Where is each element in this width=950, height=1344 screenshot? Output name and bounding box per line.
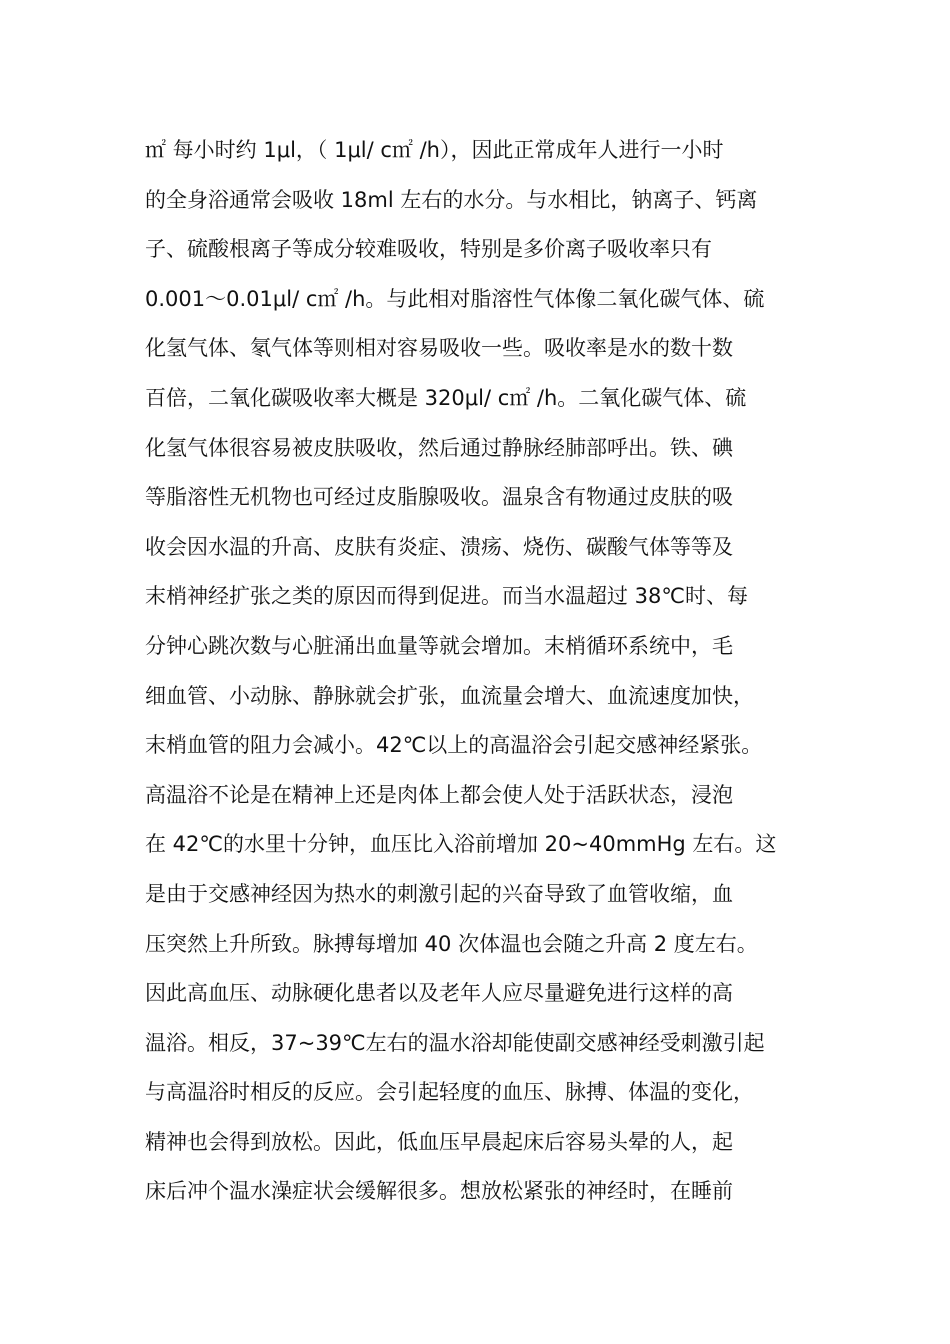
text-line: 收会因水温的升高、皮肤有炎症、溃疡、烧伤、碳酸气体等等及 xyxy=(145,534,733,559)
text-line: 床后冲个温水澡症状会缓解很多。想放松紧张的神经时，在睡前 xyxy=(145,1179,733,1204)
text-line: 末梢血管的阻力会减小。42℃以上的高温浴会引起交感神经紧张。 xyxy=(145,733,763,758)
text-line: 0.001～0.01μl/ c㎡ /h。与此相对脂溶性气体像二氧化碳气体、硫 xyxy=(145,286,765,311)
text-line: 子、硫酸根离子等成分较难吸收，特别是多价离子吸收率只有 xyxy=(145,237,712,262)
text-line: 的全身浴通常会吸收 18ml 左右的水分。与水相比，钠离子、钙离 xyxy=(145,187,758,212)
text-line: 细血管、小动脉、静脉就会扩张，血流量会增大、血流速度加快， xyxy=(145,683,754,708)
text-line: 化氢气体很容易被皮肤吸收，然后通过静脉经肺部呼出。铁、碘 xyxy=(145,435,733,460)
text-line: 分钟心跳次数与心脏涌出血量等就会增加。末梢循环系统中，毛 xyxy=(145,633,733,658)
text-line: 是由于交感神经因为热水的刺激引起的兴奋导致了血管收缩，血 xyxy=(145,881,733,906)
text-line: 百倍，二氧化碳吸收率大概是 320μl/ c㎡ /h。二氧化碳气体、硫 xyxy=(145,385,747,410)
text-line: 因此高血压、动脉硬化患者以及老年人应尽量避免进行这样的高 xyxy=(145,981,733,1006)
text-line: 末梢神经扩张之类的原因而得到促进。而当水温超过 38℃时、每 xyxy=(145,584,748,609)
text-line: 在 42℃的水里十分钟，血压比入浴前增加 20~40mmHg 左右。这 xyxy=(145,832,777,857)
text-line: ㎡ 每小时约 1μl，（ 1μl/ c㎡ /h），因此正常成年人进行一小时 xyxy=(145,138,724,162)
body-paragraph xyxy=(145,126,805,1217)
text-line: 压突然上升所致。脉搏每增加 40 次体温也会随之升高 2 度左右。 xyxy=(145,931,758,956)
text-line: 温浴。相反，37~39℃左右的温水浴却能使副交感神经受刺激引起 xyxy=(145,1030,765,1055)
text-line: 与高温浴时相反的反应。会引起轻度的血压、脉搏、体温的变化， xyxy=(145,1080,754,1105)
text-line: 精神也会得到放松。因此，低血压早晨起床后容易头晕的人，起 xyxy=(145,1129,733,1154)
text-line: 化氢气体、氡气体等则相对容易吸收一些。吸收率是水的数十数 xyxy=(145,336,733,361)
text-line: 高温浴不论是在精神上还是肉体上都会使人处于活跃状态，浸泡 xyxy=(145,782,733,807)
text-line: 等脂溶性无机物也可经过皮脂腺吸收。温泉含有物通过皮肤的吸 xyxy=(145,485,733,510)
